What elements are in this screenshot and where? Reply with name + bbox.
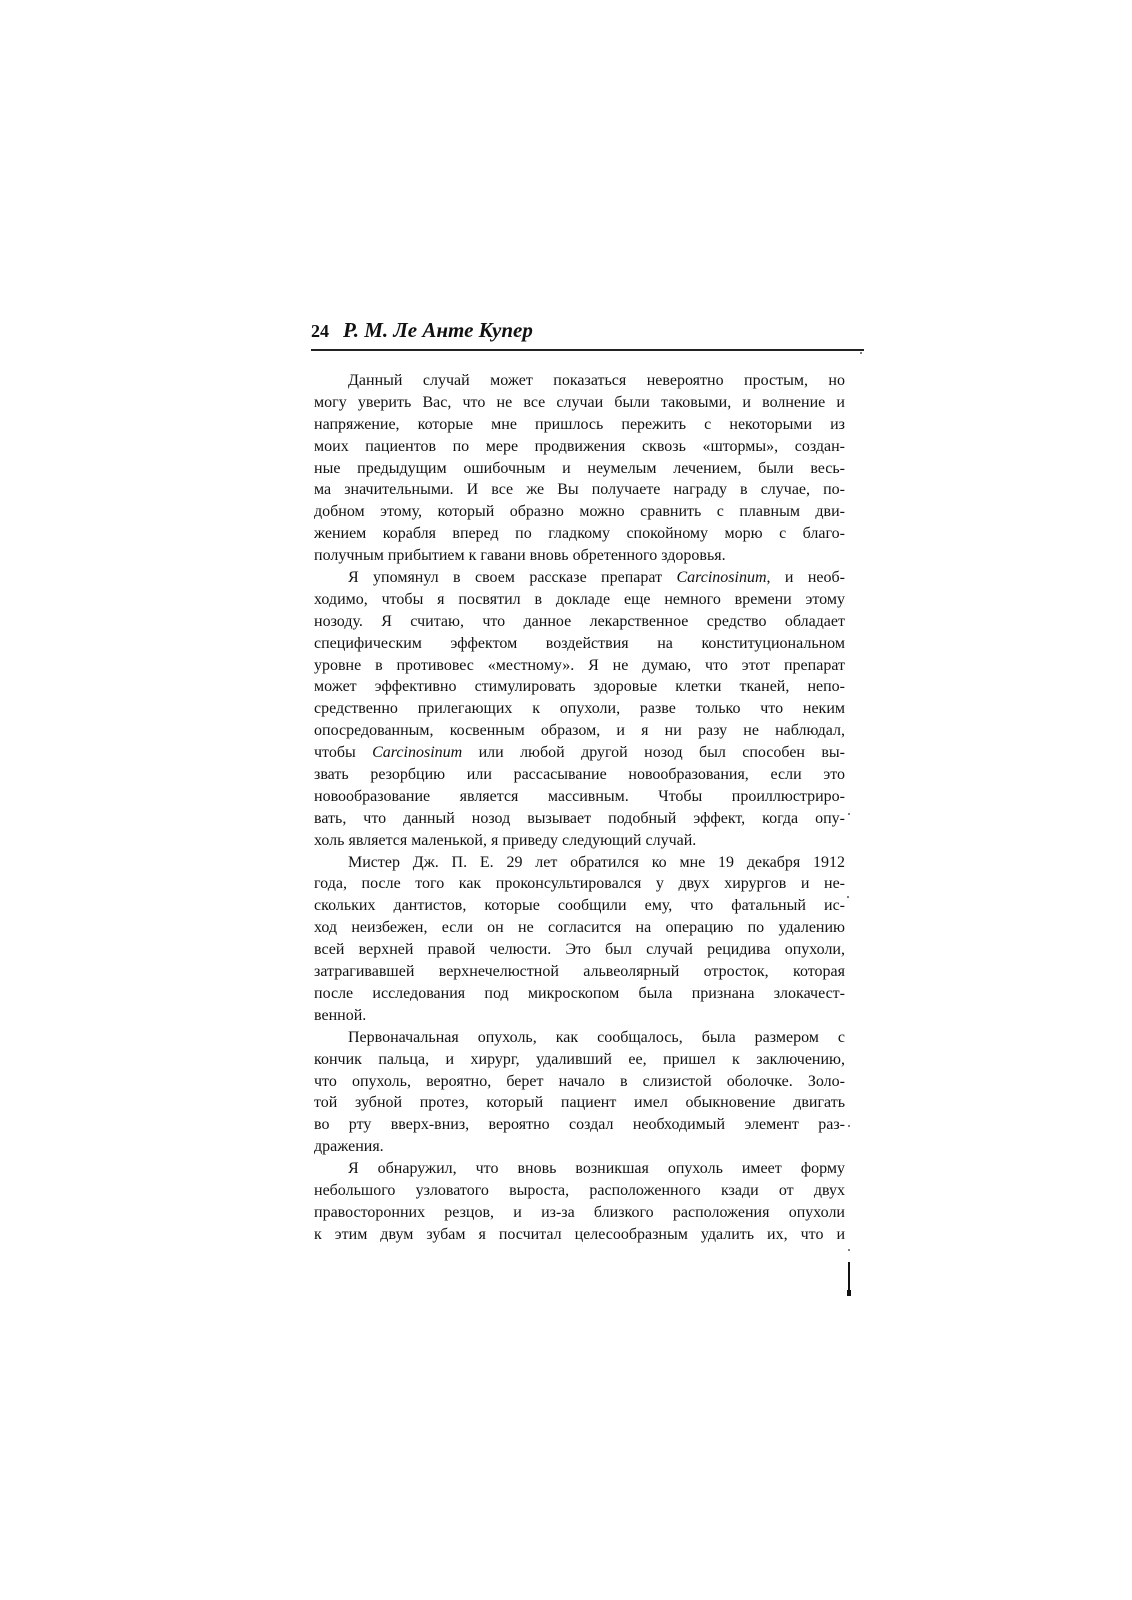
text-line: уровне в противовес «местному». Я не думаю, что этот препарат <box>314 656 845 674</box>
text-line: венной. <box>314 1006 367 1024</box>
text-line: Мистер Дж. П. Е. 29 лет обратился ко мне 19 декабря 1912 <box>348 853 845 871</box>
text-line: ходимо, чтобы я посвятил в докладе еще немного времени этому <box>314 590 845 608</box>
text-line: специфическим эффектом воздействия на конституциональном <box>314 634 845 652</box>
text-line: небольшого узловатого выроста, расположенного кзади от двух <box>314 1181 845 1199</box>
text-line: кончик пальца, и хирург, удаливший ее, пришел к заключению, <box>314 1050 845 1068</box>
text-line: чтобы Carcinosinum или любой другой нозод был способен вы- <box>314 744 846 762</box>
text-line: напряжение, которые мне пришлось пережить с некоторыми из <box>314 415 845 433</box>
scan-speck <box>848 1125 850 1127</box>
scan-speck <box>860 352 862 354</box>
text-line: жением корабля вперед по гладкому спокойному морю с благо- <box>314 525 845 543</box>
text-line: что опухоль, вероятно, берет начало в слизистой оболочке. Золо- <box>314 1072 845 1090</box>
text-line: добном этому, который образно можно сравнить с плавным дви- <box>314 503 845 521</box>
text-line: ход неизбежен, если он не согласится на операцию по удалению <box>314 919 845 937</box>
text-line: новообразование является массивным. Чтобы проиллюстриро- <box>314 787 845 805</box>
scan-mark <box>847 1290 851 1296</box>
text-line: Я обнаружил, что вновь возникшая опухоль имеет форму <box>348 1160 845 1178</box>
paragraph <box>314 852 845 1027</box>
text-line: дражения. <box>314 1138 384 1156</box>
text-line: Данный случай может показаться невероятно простым, но <box>348 372 845 389</box>
text-line: Первоначальная опухоль, как сообщалось, была размером с <box>348 1028 845 1046</box>
body-text <box>314 370 845 1246</box>
header-rule <box>311 349 864 351</box>
text-line: ма значительными. И все же Вы получаете награду в случае, по- <box>314 481 845 499</box>
paragraph <box>314 1158 845 1246</box>
running-title: Р. М. Ле Анте Купер <box>343 318 533 342</box>
paragraph <box>314 370 845 567</box>
scan-speck <box>848 1249 850 1251</box>
text-line: правосторонних резцов, и из-за близкого расположения опухоли <box>314 1203 845 1221</box>
text-line: затрагивавшей верхнечелюстной альвеолярный отросток, которая <box>314 963 845 981</box>
text-line: всей верхней правой челюсти. Это был случай рецидива опухоли, <box>314 941 845 959</box>
text-line: звать резорбцию или рассасывание новообразования, если это <box>314 766 845 784</box>
text-line: к этим двум зубам я посчитал целесообразным удалить их, что и <box>314 1225 845 1243</box>
text-line: моих пациентов по мере продвижения сквозь «штормы», создан- <box>314 437 845 455</box>
page-number: 24 <box>311 321 329 341</box>
text-line: года, после того как проконсультировался у двух хирургов и не- <box>314 875 845 893</box>
remedy-name: Carcinosinum <box>676 569 767 587</box>
text-line: средственно прилегающих к опухоли, разве только что неким <box>314 700 845 718</box>
page-header <box>311 318 863 352</box>
text-line: получным прибытием к гавани вновь обретенного здоровья. <box>314 547 726 565</box>
scan-speck <box>847 896 849 898</box>
text-line: во рту вверх-вниз, вероятно создал необходимый элемент раз- <box>314 1116 845 1134</box>
scan-speck <box>848 813 850 815</box>
text-line: холь является маленькой, я приведу следующий случай. <box>314 831 697 849</box>
text-line: может эффективно стимулировать здоровые клетки тканей, непо- <box>314 678 845 696</box>
text-line: после исследования под микроскопом была признана злокачест- <box>314 984 845 1002</box>
text-line: Я упомянул в своем рассказе препарат Carcinosinum, и необ- <box>348 569 845 587</box>
text-line: могу уверить Вас, что не все случаи были таковыми, и волнение и <box>314 393 845 411</box>
text-line: той зубной протез, который пациент имел обыкновение двигать <box>314 1094 845 1112</box>
text-line: вать, что данный нозод вызывает подобный эффект, когда опу- <box>314 809 845 827</box>
remedy-name: Carcinosinum <box>372 744 463 762</box>
text-line: скольких дантистов, которые сообщили ему, что фатальный ис- <box>314 897 845 915</box>
text-line: нозоду. Я считаю, что данное лекарственное средство обладает <box>314 612 845 630</box>
text-line: ные предыдущим ошибочным и неумелым лечением, были весь- <box>314 459 845 477</box>
paragraph <box>314 1027 845 1158</box>
text-line: опосредованным, косвенным образом, и я ни разу не наблюдал, <box>314 722 845 740</box>
paragraph <box>314 567 845 852</box>
